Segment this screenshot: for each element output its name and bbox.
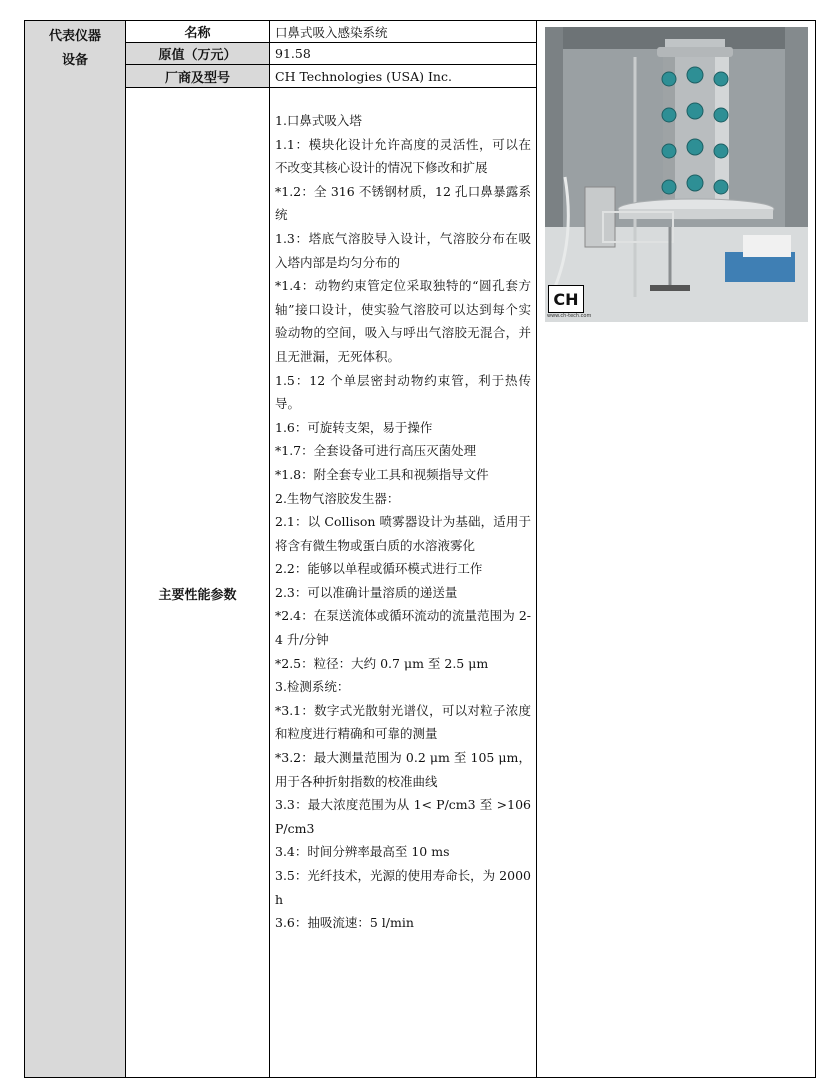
name-value: 口鼻式吸入感染系统	[270, 21, 536, 43]
label-column	[126, 21, 270, 1077]
name-label: 名称	[126, 21, 269, 43]
param-item: *1.4：动物约束管定位采取独特的“圆孔套方轴”接口设计，使实验气溶胶可以达到每个实验动物的空间，吸入与呼出气溶胶无混合，并且无泄漏，无死体积。	[275, 278, 531, 364]
params-label: 主要性能参数	[158, 587, 237, 603]
param-item: 1.3：塔底气溶胶导入设计，气溶胶分布在吸入塔内部是均匀分布的	[275, 230, 531, 270]
param-item: *2.5：粒径：大约 0.7 μm 至 2.5 μm	[275, 655, 489, 671]
param-item: 2.3：可以准确计量溶质的递送量	[275, 584, 458, 600]
param-item: 3.5：光纤技术，光源的使用寿命长，为 2000 h	[275, 868, 531, 907]
param-item: 1.6：可旋转支架，易于操作	[275, 419, 433, 435]
param-item: 3.6：抽吸流速：5 l/min	[275, 915, 414, 931]
vendor-label: 厂商及型号	[126, 65, 269, 88]
param-item: *2.4：在泵送流体或循环流动的流量范围为 2-4 升/分钟	[275, 608, 531, 648]
equipment-table	[24, 20, 816, 1078]
param-item: *1.7：全套设备可进行高压灭菌处理	[275, 443, 477, 459]
param-item: 1.口鼻式吸入塔	[275, 113, 362, 128]
params-list	[275, 109, 531, 935]
category-column	[25, 21, 126, 1077]
value-value: 91.58	[270, 43, 536, 65]
vendor-value: CH Technologies (USA) Inc.	[270, 65, 536, 88]
param-item: 1.1：模块化设计允许高度的灵活性，可以在不改变其核心设计的情况下修改和扩展	[275, 136, 531, 176]
category-label-line2: 设备	[61, 53, 88, 68]
param-item: *3.2：最大测量范围为 0.2 μm 至 105 μm，用于各种折射指数的校准曲线	[275, 750, 531, 789]
value-label: 原值（万元）	[126, 43, 269, 65]
param-item: 3.检测系统：	[275, 679, 350, 695]
param-item: 2.生物气溶胶发生器：	[275, 490, 400, 506]
param-item: *3.1：数字式光散射光谱仪，可以对粒子浓度和粒度进行精确和可靠的测量	[275, 702, 531, 742]
param-item: 3.4：时间分辨率最高至 10 ms	[275, 844, 450, 860]
param-item: *1.2：全 316 不锈钢材质，12 孔口鼻暴露系统	[275, 183, 531, 223]
logo-caption: www.ch-tech.com	[547, 313, 592, 319]
category-label-line1: 代表仪器	[48, 29, 101, 44]
equipment-photo	[545, 27, 808, 322]
param-item: 2.1：以 Collison 喷雾器设计为基础，适用于将含有微生物或蛋白质的水溶液雾化	[275, 514, 531, 553]
param-item: *1.8：附全套专业工具和视频指导文件	[275, 466, 489, 482]
param-item: 1.5：12 个单层密封动物约束管，利于热传导。	[275, 372, 531, 412]
value-column	[270, 21, 537, 1077]
image-column	[537, 21, 815, 1077]
param-item: 3.3：最大浓度范围为从 1< P/cm3 至 >106 P/cm3	[275, 797, 531, 836]
inhalation-tower-illustration	[545, 27, 808, 322]
ch-logo: CH	[548, 285, 584, 313]
param-item: 2.2：能够以单程或循环模式进行工作	[275, 561, 483, 577]
